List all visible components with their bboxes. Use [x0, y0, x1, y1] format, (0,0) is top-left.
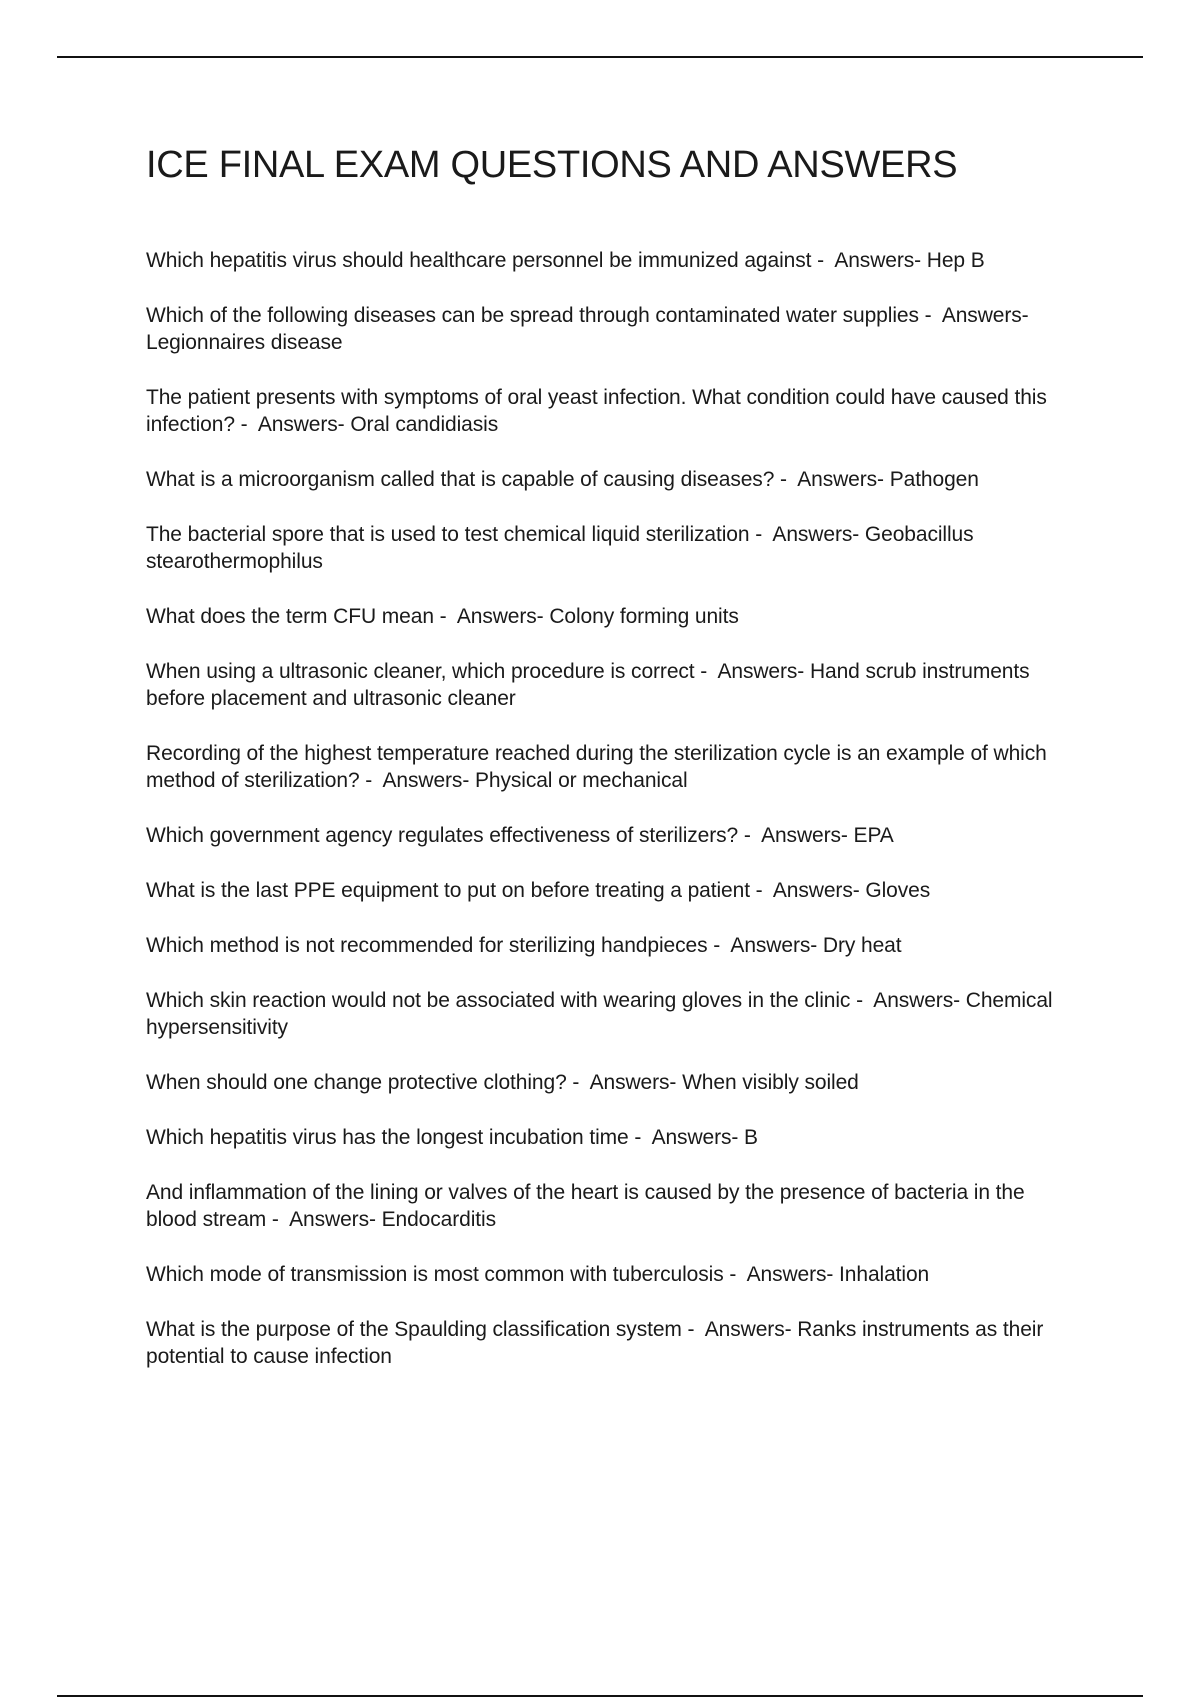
- question-text: Which skin reaction would not be associated with wearing gloves in the clinic -: [146, 989, 863, 1012]
- answer-text: Physical or mechanical: [474, 769, 688, 792]
- qa-item: [146, 877, 1076, 904]
- qa-item: [146, 466, 1076, 493]
- answer-text: When visibly soiled: [682, 1071, 859, 1094]
- question-text: When should one change protective clothing? -: [146, 1071, 580, 1094]
- qa-item: [146, 1261, 1076, 1288]
- answer-prefix: Answers-: [797, 468, 884, 491]
- answer-text: Legionnaires disease: [146, 331, 343, 354]
- question-text: Which government agency regulates effectiveness of sterilizers? -: [146, 824, 751, 847]
- answer-prefix: Answers-: [717, 660, 805, 683]
- question-text: What is the last PPE equipment to put on before treating a patient -: [146, 879, 763, 902]
- question-text: Which of the following diseases can be spread through contaminated water supplies -: [146, 304, 932, 327]
- answer-text: B: [744, 1126, 758, 1149]
- answer-prefix: Answers-: [873, 989, 960, 1012]
- question-text: Which mode of transmission is most common with tuberculosis -: [146, 1263, 737, 1286]
- answer-prefix: Answers-: [834, 249, 922, 272]
- qa-item: [146, 1069, 1076, 1096]
- bottom-divider: [57, 1695, 1143, 1697]
- qa-item: [146, 1316, 1076, 1370]
- answer-text: Inhalation: [839, 1263, 930, 1286]
- qa-item: [146, 932, 1076, 959]
- answer-prefix: Answers-: [589, 1071, 677, 1094]
- qa-item: [146, 1124, 1076, 1151]
- question-text: The bacterial spore that is used to test chemical liquid sterilization -: [146, 523, 763, 546]
- answer-prefix: Answers-: [941, 304, 1029, 327]
- answer-prefix: Answers-: [772, 523, 860, 546]
- question-text: Which hepatitis virus has the longest incubation time -: [146, 1126, 642, 1149]
- question-text: What is the purpose of the Spaulding classification system -: [146, 1318, 695, 1341]
- top-divider: [57, 56, 1143, 58]
- answer-prefix: Answers-: [651, 1126, 739, 1149]
- qa-item: [146, 658, 1076, 712]
- question-text: Recording of the highest temperature reached during the sterilization cycle is an example of which method of sterilization? -: [146, 742, 1047, 792]
- question-text: What does the term CFU mean -: [146, 605, 447, 628]
- answer-text: Gloves: [865, 879, 931, 902]
- question-text: And inflammation of the lining or valves of the heart is caused by the presence of bacteria in the blood stream -: [146, 1181, 1025, 1231]
- qa-item: [146, 302, 1076, 356]
- question-text: Which method is not recommended for sterilizing handpieces -: [146, 934, 721, 957]
- answer-prefix: Answers-: [730, 934, 818, 957]
- answer-prefix: Answers-: [761, 824, 848, 847]
- answer-text: Hand scrub instruments before placement and ultrasonic cleaner: [146, 660, 1030, 710]
- qa-item: [146, 740, 1076, 794]
- answer-prefix: Answers-: [772, 879, 860, 902]
- answer-text: Oral candidiasis: [350, 413, 499, 436]
- qa-item: [146, 603, 1076, 630]
- qa-item: [146, 247, 1076, 274]
- page-title: ICE FINAL EXAM QUESTIONS AND ANSWERS: [146, 144, 958, 186]
- question-text: When using a ultrasonic cleaner, which procedure is correct -: [146, 660, 708, 683]
- qa-item: [146, 521, 1076, 575]
- answer-prefix: Answers-: [289, 1208, 376, 1231]
- question-text: Which hepatitis virus should healthcare personnel be immunized against -: [146, 249, 824, 272]
- answer-text: Dry heat: [822, 934, 902, 957]
- answer-prefix: Answers-: [746, 1263, 834, 1286]
- qa-item: [146, 987, 1076, 1041]
- answer-prefix: Answers-: [382, 769, 470, 792]
- question-text: The patient presents with symptoms of oral yeast infection. What condition could have caused this infection? -: [146, 386, 1047, 436]
- answer-text: Hep B: [926, 249, 985, 272]
- answer-text: Endocarditis: [381, 1208, 496, 1231]
- answer-prefix: Answers-: [456, 605, 544, 628]
- answer-text: Colony forming units: [549, 605, 739, 628]
- answer-text: Pathogen: [889, 468, 979, 491]
- qa-item: [146, 822, 1076, 849]
- qa-list: [146, 247, 1076, 1398]
- answer-text: EPA: [853, 824, 894, 847]
- answer-text: Chemical hypersensitivity: [146, 989, 1053, 1039]
- answer-text: Ranks instruments as their potential to cause infection: [146, 1318, 1044, 1368]
- answer-text: Geobacillus stearothermophilus: [146, 523, 974, 573]
- answer-prefix: Answers-: [704, 1318, 792, 1341]
- qa-item: [146, 1179, 1076, 1233]
- answer-prefix: Answers-: [257, 413, 345, 436]
- question-text: What is a microorganism called that is capable of causing diseases? -: [146, 468, 787, 491]
- qa-item: [146, 384, 1076, 438]
